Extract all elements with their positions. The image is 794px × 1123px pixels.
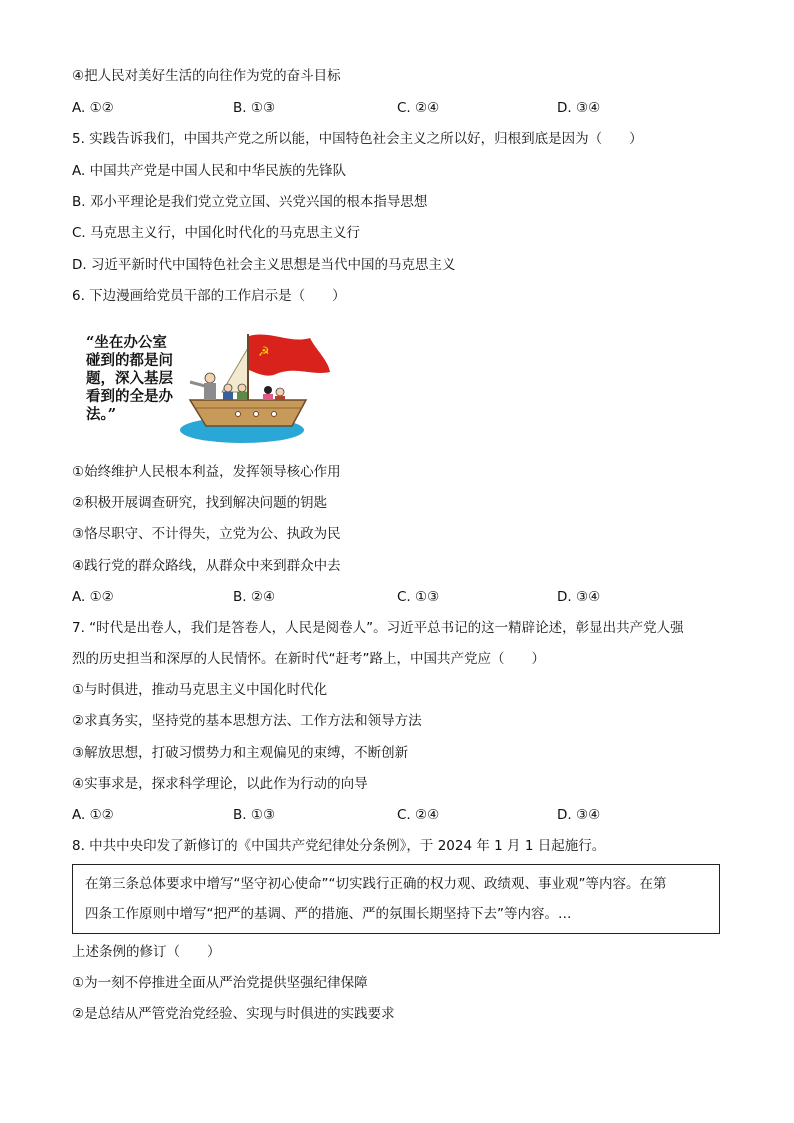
person-head [205, 373, 215, 383]
q5-choice-c: C. 马克思主义行，中国化时代化的马克思主义行 [72, 225, 361, 241]
q6-item-3: ③恪尽职守、不计得失，立党为公、执政为民 [72, 526, 341, 542]
cartoon-caption-line: 题，深入基层 [86, 370, 173, 387]
q8-box-line-2: 四条工作原则中增写“把严的基调、严的措施、严的氛围长期坚持下去”等内容。… [85, 906, 572, 922]
q7-item-1: ①与时俱进，推动马克思主义中国化时代化 [72, 682, 328, 698]
q5-choice-b: B. 邓小平理论是我们党立党立国、兴党兴国的根本指导思想 [72, 194, 428, 210]
q8-item-1: ①为一刻不停推进全面从严治党提供坚强纪律保障 [72, 975, 368, 991]
cartoon-caption-line: 碰到的都是问 [86, 352, 173, 369]
q6-cartoon [78, 330, 334, 445]
q7-option-a: A. ①② [72, 807, 114, 823]
person-body [204, 383, 216, 400]
q4-option-d: D. ③④ [557, 100, 601, 116]
cartoon-caption-line: “坐在办公室 [86, 334, 167, 351]
q6-item-4: ④践行党的群众路线，从群众中来到群众中去 [72, 558, 341, 574]
q4-item-4: ④把人民对美好生活的向往作为党的奋斗目标 [72, 68, 341, 84]
q6-option-a: A. ①② [72, 589, 114, 605]
q7-option-b: B. ①③ [233, 807, 276, 823]
q6-item-2: ②积极开展调查研究，找到解决问题的钥匙 [72, 495, 328, 511]
q8-material-box [72, 864, 720, 934]
cartoon-caption-line: 法。” [86, 406, 117, 423]
q6-option-b: B. ②④ [233, 589, 276, 605]
q8-stem: 8. 中共中央印发了新修订的《中国共产党纪律处分条例》，于 2024 年 1 月 1 日起施行。 [72, 838, 606, 854]
boat-flag-illustration [178, 330, 334, 445]
q7-option-d: D. ③④ [557, 807, 601, 823]
q7-item-2: ②求真务实，坚持党的基本思想方法、工作方法和领导方法 [72, 713, 422, 729]
q7-stem-line-1: 7. “时代是出卷人，我们是答卷人，人民是阅卷人”。习近平总书记的这一精辟论述，彰显出共产党人强 [72, 620, 684, 636]
q6-option-c: C. ①③ [397, 589, 440, 605]
boat-hull [190, 400, 306, 426]
q7-item-4: ④实事求是，探求科学理论，以此作为行动的向导 [72, 776, 368, 792]
q6-item-1: ①始终维护人民根本利益，发挥领导核心作用 [72, 464, 341, 480]
hammer-sickle-icon: ☭ [258, 345, 270, 360]
q7-item-3: ③解放思想，打破习惯势力和主观偏见的束缚，不断创新 [72, 745, 409, 761]
q8-item-2: ②是总结从严管党治党经验、实现与时俱进的实践要求 [72, 1006, 395, 1022]
q5-stem: 5. 实践告诉我们，中国共产党之所以能，中国特色社会主义之所以好，归根到底是因为（ ） [72, 131, 643, 147]
q6-stem: 6. 下边漫画给党员干部的工作启示是（ ） [72, 288, 346, 304]
q7-option-c: C. ②④ [397, 807, 440, 823]
q5-choice-a: A. 中国共产党是中国人民和中华民族的先锋队 [72, 163, 347, 179]
q5-choice-d: D. 习近平新时代中国特色社会主义思想是当代中国的马克思主义 [72, 257, 456, 273]
q8-sub-stem: 上述条例的修订（ ） [72, 944, 221, 960]
q7-stem-line-2: 烈的历史担当和深厚的人民情怀。在新时代“赶考”路上，中国共产党应（ ） [72, 651, 545, 667]
q4-option-a: A. ①② [72, 100, 114, 116]
q6-option-d: D. ③④ [557, 589, 601, 605]
q4-option-b: B. ①③ [233, 100, 276, 116]
q4-option-c: C. ②④ [397, 100, 440, 116]
cartoon-caption-line: 看到的全是办 [86, 388, 173, 405]
q8-box-line-1: 在第三条总体要求中增写“坚守初心使命”“切实践行正确的权力观、政绩观、事业观”等内容。在第 [85, 876, 667, 892]
